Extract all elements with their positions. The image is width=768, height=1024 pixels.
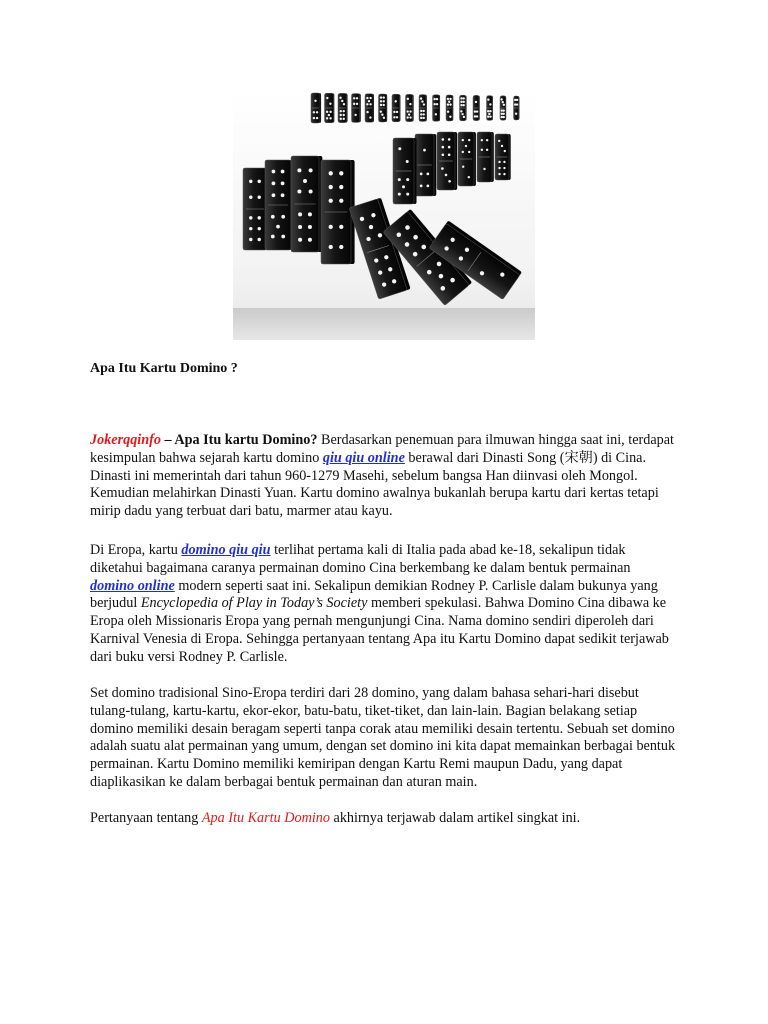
- domino-tile: [446, 95, 453, 121]
- domino-tile: [433, 95, 441, 121]
- domino-qiu-qiu-link[interactable]: domino qiu qiu: [181, 542, 271, 558]
- article-title: Apa Itu Kartu Domino ?: [90, 361, 238, 376]
- domino-tile: [311, 93, 321, 123]
- domino-tile: [458, 132, 476, 186]
- domino-tile: [393, 138, 417, 204]
- domino-online-link[interactable]: domino online: [90, 577, 175, 594]
- domino-tile: [473, 95, 480, 120]
- brand-link[interactable]: Jokerqqinfo: [90, 432, 161, 448]
- dash: –: [160, 432, 175, 448]
- domino-tile: [460, 95, 467, 121]
- paragraph-conclusion: Pertanyaan tentang Apa Itu Kartu Domino akhirnya terjawab dalam artikel singkat ini.: [90, 810, 581, 826]
- domino-tile: [392, 94, 400, 122]
- domino-tile: [365, 94, 374, 122]
- domino-tile: [265, 160, 294, 250]
- domino-tile: [338, 93, 348, 122]
- domino-tile: [321, 160, 355, 264]
- domino-tile: [291, 156, 322, 252]
- domino-tile: [406, 94, 414, 121]
- qiu-qiu-online-link[interactable]: qiu qiu online: [322, 449, 405, 466]
- paragraph-intro: Jokerqqinfo – Apa Itu kartu Domino? Berdasarkan penemuan para ilmuwan hingga saat ini, terdapat kesimpulan bahwa sejarah kartu domino qiu qiu online berawal dari Dinasti Song (宋朝) di Cina. Dinasti ini memerintah dari tahun 960-1279 Masehi, sebelum bangsa Han diinvasi oleh Mongol. Kemudian melahirkan Dinasti Yuan. Kartu domino awalnya bukanlah berupa kartu dari kertas tetapi mirip dadu yang terbuat dari batu, marmer atau kayu.: [90, 432, 674, 520]
- domino-tile: [379, 94, 388, 122]
- book-title: Encyclopedia of Play in Today’s Society: [140, 595, 368, 612]
- apa-itu-kartu-domino-link[interactable]: Apa Itu Kartu Domino: [201, 810, 330, 826]
- domino-tile: [325, 93, 335, 123]
- domino-tile: [415, 134, 436, 196]
- domino-tile: [437, 132, 457, 190]
- domino-tile: [477, 132, 494, 182]
- paragraph-europe: Di Eropa, kartu domino qiu qiu terlihat pertama kali di Italia pada abad ke-18, sekalipun tidak diketahui bagaimana caranya permainan domino Cina berkembang ke dalam bentuk permainan domino online modern seperti saat ini. Sekalipun demikian Rodney P. Carlisle dalam bukunya yang berjudul Encyclopedia of Play in Today’s Society memberi spekulasi. Bahwa Domino Cina dibawa ke Eropa oleh Missionaris Eropa yang pernah mengunjungi Cina. Nama domino sendiri diperoleh dari Karnival Venesia di Eropa. Sehingga pertanyaan tentang Apa itu Kartu Domino dapat sedikit terjawab dari buku versi Rodney P. Carlisle.: [90, 542, 669, 665]
- domino-tile: [514, 96, 520, 120]
- domino-tile: [495, 134, 511, 180]
- paragraph-set: Set domino tradisional Sino-Eropa terdiri dari 28 domino, yang dalam bahasa sehari-hari disebut tulang-tulang, kartu-kartu, ekor-ekor, batu-batu, tiket-tiket, dan lain-lain. Bagian belakang setiap domino memiliki desain beragam seperti tanpa corak atau memiliki desain tertentu. Sebuah set domino adalah suatu alat permainan yang umum, dengan set domino ini kita dapat memainkan berbagai bentuk permainan. Kartu Domino memiliki kemiripan dengan Kartu Remi maupun Dadu, yang dapat diaplikasikan ke dalam berbagai bentuk permainan dan aturan main.: [90, 685, 676, 790]
- domino-tile: [419, 95, 427, 122]
- domino-tile: [352, 94, 361, 123]
- lead-question: Apa Itu kartu Domino?: [174, 432, 318, 448]
- domino-tile: [487, 96, 493, 121]
- domino-tile: [500, 96, 506, 120]
- falling-dominoes-image: [233, 90, 535, 340]
